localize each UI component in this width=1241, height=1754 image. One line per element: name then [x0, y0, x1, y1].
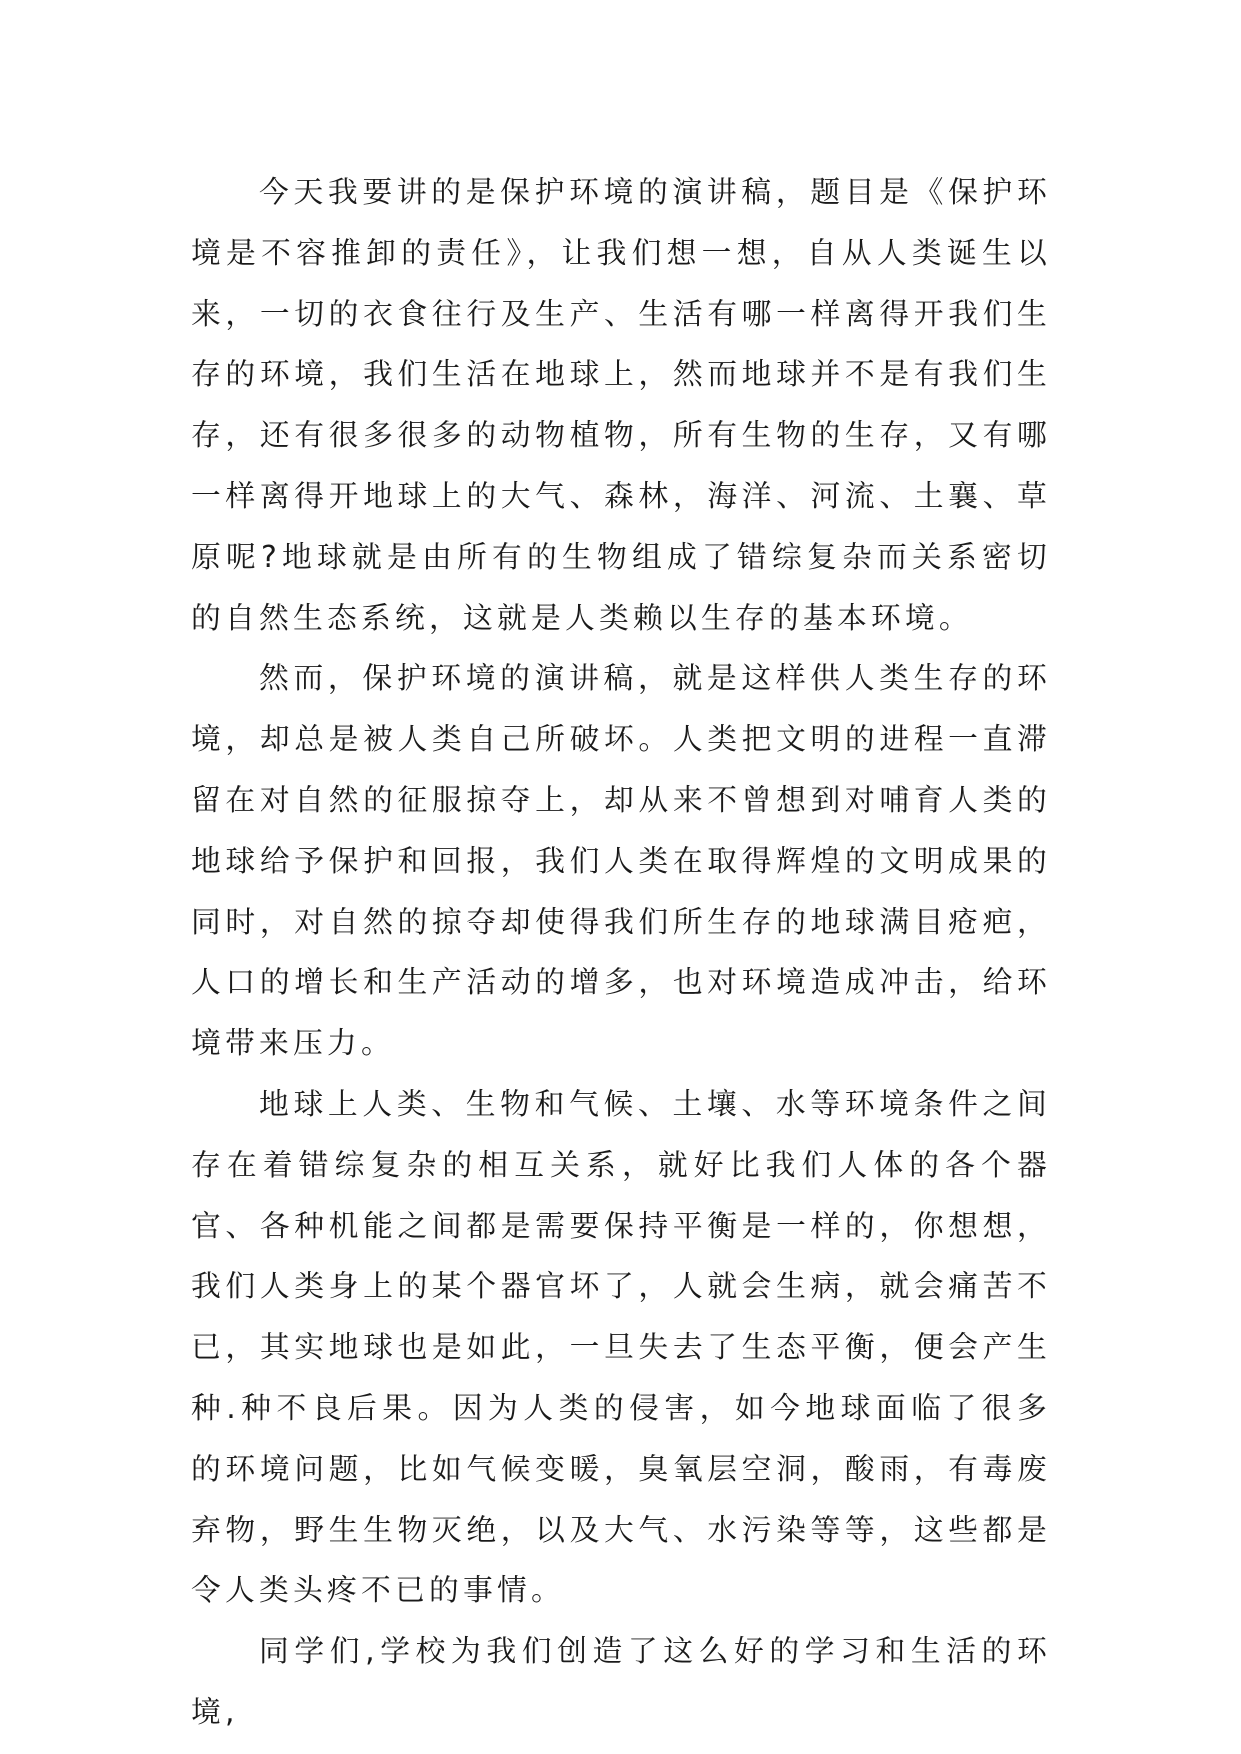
paragraph-4: 同学们,学校为我们创造了这么好的学习和生活的环境, [191, 1634, 1051, 1730]
paragraph-2: 然而，保护环境的演讲稿，就是这样供人类生存的环境，却总是被人类自己所破坏。人类把文明的进程一直滞留在对自然的征服掠夺上，却从来不曾想到对哺育人类的地球给予保护和回报，我们人类在取得辉煌的文明成果的同时，对自然的掠夺却使得我们所生存的地球满目疮疤，人口的增长和生产活动的增多，也对环境造成冲击，给环境带来压力。 [191, 661, 1051, 1062]
document-body [191, 163, 1051, 1744]
paragraph-3: 地球上人类、生物和气候、土壤、水等环境条件之间存在着错综复杂的相互关系，就好比我们人体的各个器官、各种机能之间都是需要保持平衡是一样的，你想想，我们人类身上的某个器官坏了，人就会生病，就会痛苦不已，其实地球也是如此，一旦失去了生态平衡，便会产生种.种不良后果。因为人类的侵害，如今地球面临了很多的环境问题，比如气候变暖，臭氧层空洞，酸雨，有毒废弃物，野生生物灭绝，以及大气、水污染等等，这些都是令人类头疼不已的事情。 [191, 1086, 1051, 1609]
paragraph-1: 今天我要讲的是保护环境的演讲稿，题目是《保护环境是不容推卸的责任》，让我们想一想，自从人类诞生以来，一切的衣食往行及生产、生活有哪一样离得开我们生存的环境，我们生活在地球上，然而地球并不是有我们生存，还有很多很多的动物植物，所有生物的生存，又有哪一样离得开地球上的大气、森林，海洋、河流、土襄、草原呢?地球就是由所有的生物组成了错综复杂而关系密切的自然生态系统，这就是人类赖以生存的基本环境。 [191, 175, 1051, 636]
